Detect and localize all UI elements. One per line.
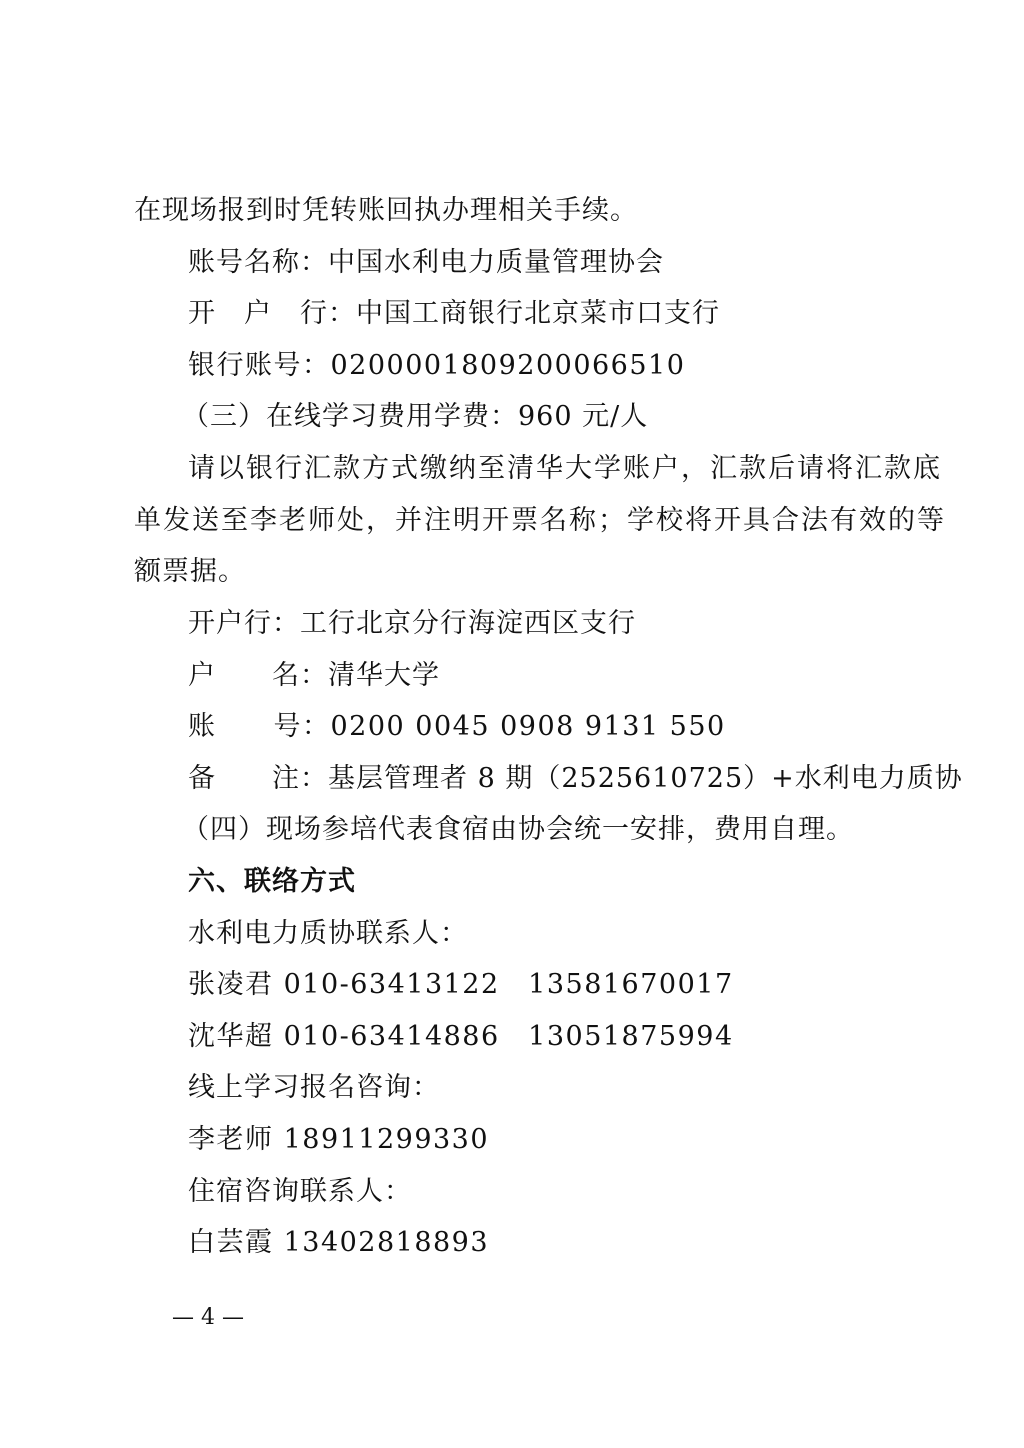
section-four-heading: （四）现场参培代表食宿由协会统一安排，费用自理。 [182, 814, 854, 845]
contact-line: 沈华超 010-63414886 13051875994 [188, 1021, 734, 1052]
account-number-line: 银行账号：0200001809200066510 [188, 350, 686, 381]
contact-label: 住宿咨询联系人： [188, 1176, 412, 1207]
remark-line: 备 注：基层管理者 8 期（2525610725）+水利电力质协 [188, 763, 963, 794]
contact-label: 水利电力质协联系人： [188, 918, 468, 949]
section-six-heading: 六、联络方式 [188, 866, 356, 897]
paragraph-line: 额票据。 [134, 556, 246, 587]
bank-line: 开户行：工行北京分行海淀西区支行 [188, 608, 636, 639]
page-number: — 4 — [172, 1305, 244, 1330]
paragraph-line: 在现场报到时凭转账回执办理相关手续。 [134, 195, 638, 226]
bank-line: 开 户 行：中国工商银行北京菜市口支行 [188, 298, 720, 329]
contact-label: 线上学习报名咨询： [188, 1072, 440, 1103]
paragraph-line: 请以银行汇款方式缴纳至清华大学账户，汇款后请将汇款底 [188, 453, 942, 484]
account-name-line: 账号名称：中国水利电力质量管理协会 [188, 247, 664, 278]
account-holder-line: 户 名：清华大学 [188, 660, 440, 691]
contact-line: 白芸霞 13402818893 [188, 1227, 490, 1258]
contact-line: 李老师 18911299330 [188, 1124, 490, 1155]
contact-line: 张凌君 010-63413122 13581670017 [188, 969, 734, 1000]
section-three-heading: （三）在线学习费用学费：960 元/人 [182, 401, 649, 432]
account-number-line: 账 号：0200 0045 0908 9131 550 [188, 711, 726, 742]
paragraph-line: 单发送至李老师处，并注明开票名称；学校将开具合法有效的等 [134, 505, 946, 536]
